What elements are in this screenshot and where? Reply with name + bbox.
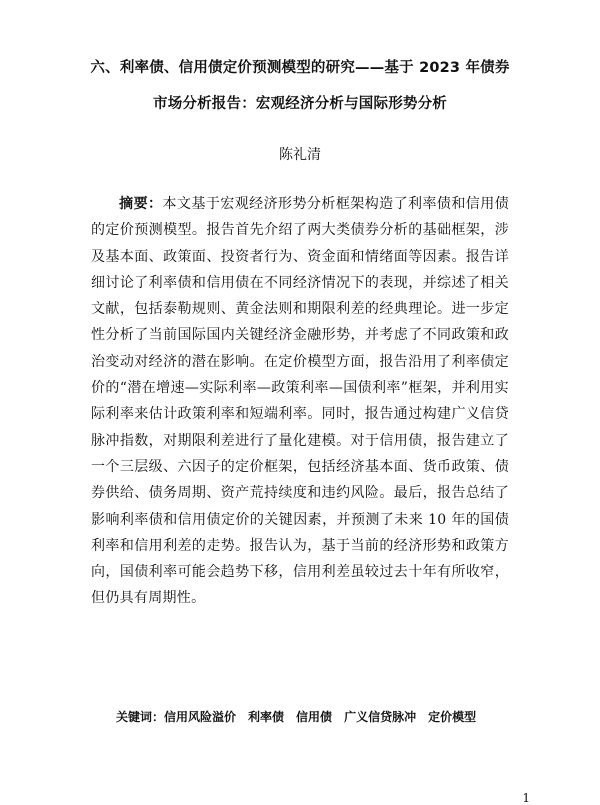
keywords-line	[116, 710, 530, 724]
paper-title-line-2: 市场分析报告：宏观经济分析与国际形势分析	[153, 96, 447, 112]
keyword-item: 定价模型	[428, 710, 477, 724]
keyword-item: 广义信贷脉冲	[344, 710, 417, 724]
keyword-item: 利率债	[248, 710, 285, 724]
page-number: 1	[522, 791, 530, 805]
keyword-item: 信用风险溢价	[164, 710, 237, 724]
abstract-paragraph	[91, 191, 509, 612]
abstract-label: 摘要：	[119, 196, 163, 212]
keywords-label: 关键词：	[116, 710, 165, 724]
keyword-item: 信用债	[296, 710, 333, 724]
paper-title-line-1: 六、利率债、信用债定价预测模型的研究——基于 2023 年债券	[90, 60, 510, 76]
abstract-text: 本文基于宏观经济形势分析框架构造了利率债和信用债的定价预测模型。报告首先介绍了两大类债券分析的基础框架，涉及基本面、政策面、投资者行为、资金面和情绪面等因素。报告详细讨论了利率债和信用债在不同经济情况下的表现，并综述了相关文献，包括泰勒规则、黄金法则和期限利差的经典理论。进一步定性分析了当前国际国内关键经济金融形势，并考虑了不同政策和政治变动对经济的潜在影响。在定价模型方面，报告沿用了利率债定价的“潜在增速—实际利率—政策利率—国债利率”框架，并利用实际利率来估计政策利率和短端利率。同时，报告通过构建广义信贷脉冲指数，对期限利差进行了量化建模。对于信用债，报告建立了一个三层级、六因子的定价框架，包括经济基本面、货币政策、债券供给、债务周期、资产荒持续度和违约风险。最后，报告总结了影响利率债和信用债定价的关键因素，并预测了未来 10 年的国债利率和信用利差的走势。报告认为，基于当前的经济形势和政策方向，国债利率可能会趋势下移，信用利差虽较过去十年有所收窄，但仍具有周期性。	[91, 196, 509, 607]
author-name: 陈礼清	[279, 147, 321, 163]
